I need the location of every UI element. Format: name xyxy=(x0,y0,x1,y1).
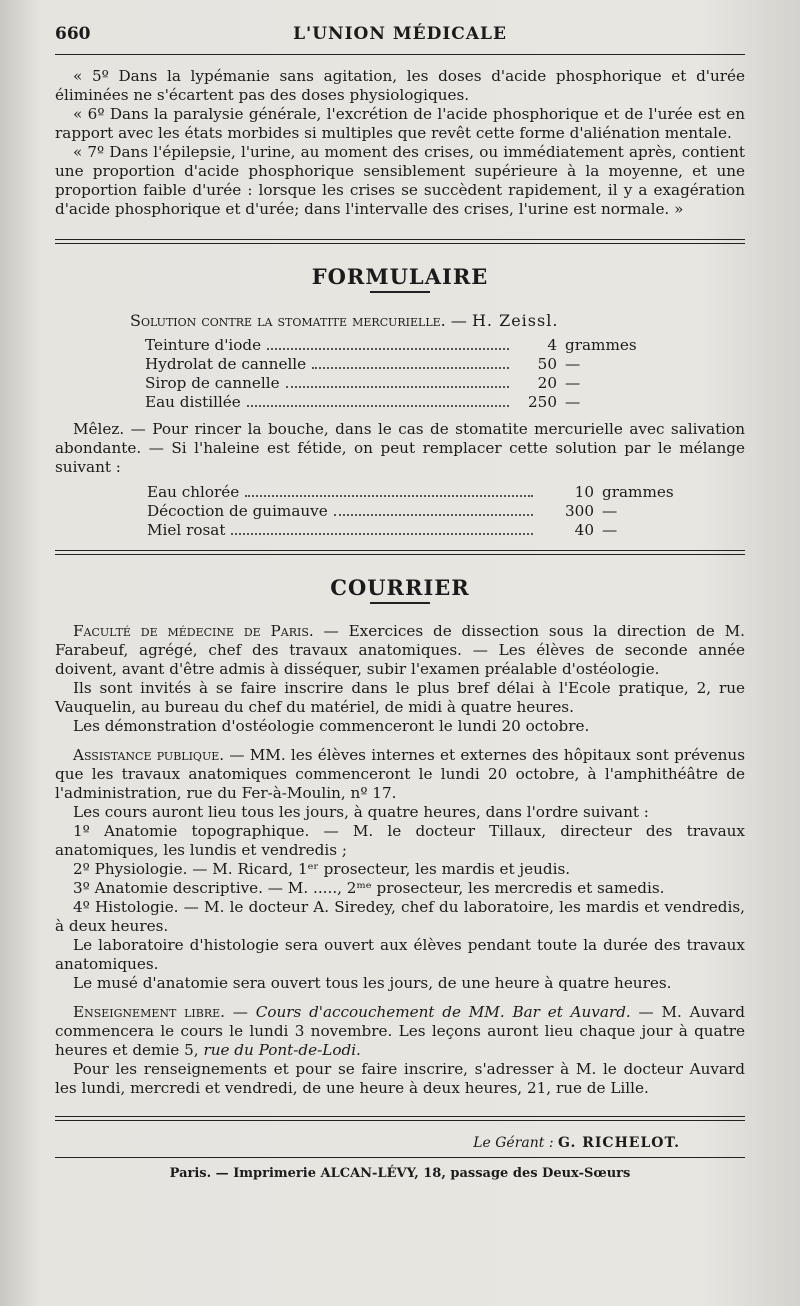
leader-dots xyxy=(334,514,533,516)
ingredient-unit: — xyxy=(602,521,618,539)
recipe-row xyxy=(147,483,702,502)
formula-heading xyxy=(130,311,745,330)
notice-faculte xyxy=(55,622,745,736)
enseignement-dash: — xyxy=(224,1003,256,1021)
recipe-row xyxy=(147,502,702,521)
ingredient-name: Décoction de guimauve xyxy=(147,502,328,520)
running-header xyxy=(55,18,745,54)
assistance-label: Assistance publique. xyxy=(73,746,225,764)
journal-title: L'UNION MÉDICALE xyxy=(293,24,507,44)
printer-rule xyxy=(55,1157,745,1158)
printer-imprint: Paris. — Imprimerie ALCAN-LÉVY, 18, passage des Deux-Sœurs xyxy=(169,1166,631,1181)
ingredient-unit: grammes xyxy=(565,336,637,354)
ingredient-unit: — xyxy=(565,393,581,411)
footer-divider xyxy=(55,1116,745,1121)
faculte-label: Faculté de médecine de Paris. xyxy=(73,622,314,640)
enseignement-label: Enseignement libre. xyxy=(73,1003,225,1021)
leader-dots xyxy=(286,386,509,388)
ingredient-qty: 10 xyxy=(574,483,594,501)
leader-dots xyxy=(267,348,509,350)
leader-dots xyxy=(247,405,509,407)
leader-dots xyxy=(231,533,533,535)
intro-paragraph-5: « 5º Dans la lypémanie sans agitation, les doses d'acide phosphorique et d'urée éliminées ne s'écartent pas des doses physiologiques. xyxy=(55,67,745,104)
recipe-row xyxy=(145,393,665,412)
recipe-row xyxy=(147,521,702,540)
page-number: 660 xyxy=(55,24,91,44)
notice-assistance xyxy=(55,746,745,993)
course-item: 3º Anatomie descriptive. — M. ....., 2ᵐᵉ prosecteur, les mercredis et samedis. xyxy=(73,879,665,897)
ingredient-name: Miel rosat xyxy=(147,521,226,539)
section-divider xyxy=(55,550,745,555)
enseignement-course: Cours d'accouchement de MM. Bar et Auvard. xyxy=(255,1003,631,1021)
section-divider xyxy=(55,239,745,244)
ingredient-name: Hydrolat de cannelle xyxy=(145,355,307,373)
intro-paragraph-6: « 6º Dans la paralysie générale, l'excrétion de l'acide phosphorique et de l'urée est en rapport avec les états morbides si multiples que revêt cette forme d'aliénation mentale. xyxy=(55,105,745,142)
intro-paragraph-7: « 7º Dans l'épilepsie, l'urine, au moment des crises, ou immédiatement après, contient une proportion d'acide phosphorique sensiblement supérieure à la moyenne, et une proportion faible d'urée : lorsque les crises se succèdent rapidement, il y a exagération d'acide phosphorique et d'urée; dans l'intervalle des crises, l'urine est normale. » xyxy=(55,143,745,218)
assistance-paragraph-2: Les cours auront lieu tous les jours, à quatre heures, dans l'ordre suivant : xyxy=(73,803,649,821)
gerant-label: Le Gérant : xyxy=(473,1135,554,1151)
faculte-paragraph xyxy=(55,622,745,679)
course-item: 1º Anatomie topographique. — M. le docteur Tillaux, directeur des travaux anatomiques, les lundis et vendredis ; xyxy=(55,822,745,859)
enseignement-paragraph-2: Pour les renseignements et pour se faire inscrire, s'adresser à M. le docteur Auvard les lundi, mercredi et vendredi, de une heure à deux heures, 21, rue de Lille. xyxy=(55,1060,745,1097)
ingredient-qty: 4 xyxy=(547,336,557,354)
recipe-row xyxy=(145,336,665,355)
leader-dots xyxy=(245,495,533,497)
notice-enseignement xyxy=(55,1003,745,1098)
gerant-signature xyxy=(55,1135,680,1151)
assistance-text: — MM. les élèves internes et externes des hôpitaux sont prévenus que les travaux anatomiques commenceront le lundi 20 octobre, à l'amphithéâtre de l'administration, rue du Fer-à-Moulin, nº 17. xyxy=(55,746,745,802)
recipe-2 xyxy=(147,483,702,540)
enseignement-address: rue du Pont-de-Lodi. xyxy=(203,1041,361,1059)
ingredient-name: Eau distillée xyxy=(145,393,241,411)
ingredient-qty: 300 xyxy=(565,502,594,520)
ingredient-unit: — xyxy=(565,355,581,373)
recipe-row xyxy=(145,355,665,374)
assistance-paragraph xyxy=(55,746,745,803)
enseignement-text: — M. Auvard commencera le cours le lundi 3 novembre. Les leçons auront lieu chaque jour à quatre heures et demie 5, xyxy=(55,1003,746,1059)
ingredient-qty: 40 xyxy=(574,521,594,539)
ingredient-unit: grammes xyxy=(602,483,674,501)
assistance-paragraph-4: Le musé d'anatomie sera ouvert tous les jours, de une heure à quatre heures. xyxy=(73,974,672,992)
ingredient-qty: 250 xyxy=(528,393,557,411)
courrier-title: COURRIER xyxy=(330,575,470,600)
ingredient-unit: — xyxy=(565,374,581,392)
leader-dots xyxy=(312,367,509,369)
formulaire-title: FORMULAIRE xyxy=(311,264,489,289)
ingredient-name: Teinture d'iode xyxy=(145,336,262,354)
page-content xyxy=(55,18,745,1181)
courrier-underline xyxy=(370,602,430,604)
formulaire-underline xyxy=(370,291,430,293)
recipe-1 xyxy=(145,336,665,412)
ingredient-name: Sirop de cannelle xyxy=(145,374,280,392)
ingredient-name: Eau chlorée xyxy=(147,483,240,501)
enseignement-paragraph xyxy=(55,1003,745,1060)
ingredient-qty: 20 xyxy=(537,374,557,392)
ingredient-qty: 50 xyxy=(537,355,557,373)
formula-author: H. Zeissl. xyxy=(471,311,559,330)
gerant-name: G. RICHELOT. xyxy=(558,1135,680,1151)
ingredient-unit: — xyxy=(602,502,618,520)
assistance-paragraph-3: Le laboratoire d'histologie sera ouvert aux élèves pendant toute la durée des travaux anatomiques. xyxy=(55,936,745,973)
faculte-text: — Exercices de dissection sous la direction de M. Farabeuf, agrégé, chef des travaux anatomiques. — Les élèves de seconde année doivent, avant d'être admis à disséquer, subir l'examen préalable d'ostéologie. xyxy=(55,622,745,678)
formula-heading-text: Solution contre la stomatite mercurielle. — xyxy=(130,311,467,330)
formula-instructions: Mêlez. — Pour rincer la bouche, dans le cas de stomatite mercurielle avec salivation abondante. — Si l'haleine est fétide, on peut remplacer cette solution par le mélange suivant : xyxy=(55,420,745,476)
course-item: 4º Histologie. — M. le docteur A. Siredey, chef du laboratoire, les mardis et vendredis, à deux heures. xyxy=(55,898,745,935)
faculte-paragraph-2: Ils sont invités à se faire inscrire dans le plus bref délai à l'Ecole pratique, 2, rue Vauquelin, au bureau du chef du matériel, de midi à quatre heures. xyxy=(55,679,745,716)
recipe-row xyxy=(145,374,665,393)
faculte-paragraph-3: Les démonstration d'ostéologie commenceront le lundi 20 octobre. xyxy=(73,717,590,735)
course-item: 2º Physiologie. — M. Ricard, 1ᵉʳ prosecteur, les mardis et jeudis. xyxy=(73,860,571,878)
